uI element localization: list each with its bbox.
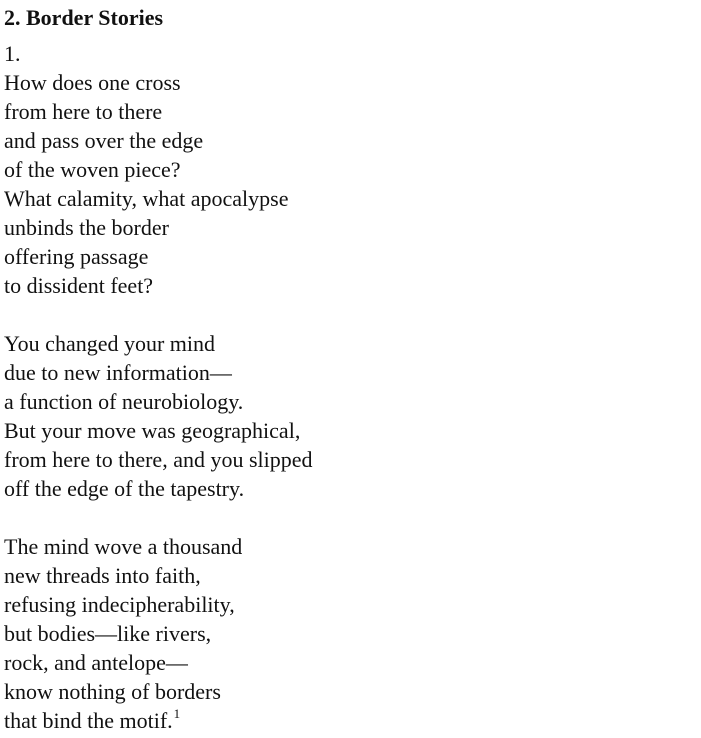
poem-line-last bbox=[4, 706, 694, 735]
poem-line: off the edge of the tapestry. bbox=[4, 476, 245, 501]
poem-line: refusing indecipherability, bbox=[4, 592, 235, 617]
poem-body bbox=[4, 68, 694, 735]
poem-line: and pass over the edge bbox=[4, 128, 204, 153]
stanza-2 bbox=[4, 329, 694, 503]
poem-line: due to new information— bbox=[4, 360, 232, 385]
poem-line: But your move was geographical, bbox=[4, 418, 301, 443]
poem-line: What calamity, what apocalypse bbox=[4, 186, 289, 211]
poem-line: offering passage bbox=[4, 244, 149, 269]
poem-line: You changed your mind bbox=[4, 331, 216, 356]
poem-line-text: that bind the motif. bbox=[4, 708, 173, 733]
poem-page bbox=[4, 3, 694, 735]
poem-line: but bodies—like rivers, bbox=[4, 621, 212, 646]
poem-line: from here to there bbox=[4, 99, 163, 124]
poem-line: unbinds the border bbox=[4, 215, 169, 240]
poem-line: rock, and antelope— bbox=[4, 650, 188, 675]
poem-line: The mind wove a thousand bbox=[4, 534, 243, 559]
poem-line: new threads into faith, bbox=[4, 563, 201, 588]
section-number: 1. bbox=[4, 41, 21, 66]
poem-line: know nothing of borders bbox=[4, 679, 221, 704]
stanza-3 bbox=[4, 532, 694, 735]
poem-line: of the woven piece? bbox=[4, 157, 181, 182]
stanza-1 bbox=[4, 68, 694, 300]
poem-line: How does one cross bbox=[4, 70, 181, 95]
poem-line: to dissident feet? bbox=[4, 273, 154, 298]
poem-title: 2. Border Stories bbox=[4, 5, 164, 30]
poem-line: a function of neurobiology. bbox=[4, 389, 244, 414]
footnote-marker[interactable]: 1 bbox=[173, 706, 181, 721]
poem-line: from here to there, and you slipped bbox=[4, 447, 313, 472]
